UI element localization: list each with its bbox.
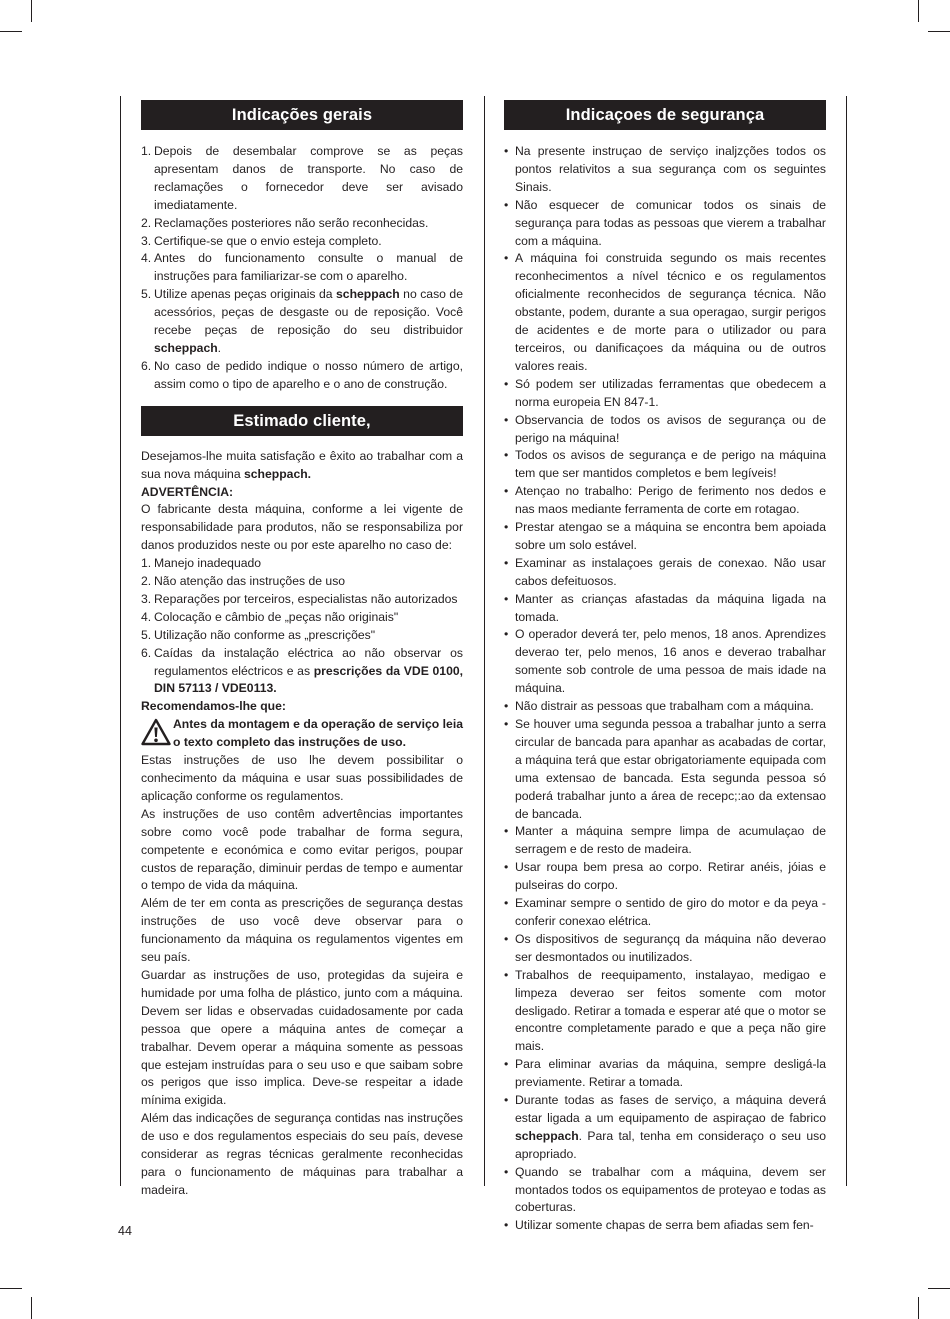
crop-mark [31, 1297, 32, 1319]
list-item: • Observancia de todos os avisos de segurança ou de perigo na máquina! [504, 412, 826, 448]
list-item: 4. Colocação e câmbio de „peças não originais" [141, 609, 399, 624]
crop-mark [918, 1297, 919, 1319]
section-heading-safety: Indicaçoes de segurança [504, 100, 826, 130]
crop-mark [928, 1288, 950, 1289]
page-number: 44 [118, 1224, 132, 1238]
safety-list [504, 143, 826, 1235]
list-item: 6. No caso de pedido indique o nosso número de artigo, assim como o tipo de aparelho e o ano de construção. [141, 358, 463, 391]
list-item: 1. Depois de desembalar comprove se as peças apresentam danos de transporte. No caso de reclamações o fornecedor deve ser avisado imediatamente. [141, 144, 463, 212]
list-item: • Manter a máquina sempre limpa de acumulaçao de serragem e de resto de madeira. [504, 823, 826, 859]
intro-paragraph: Desejamos-lhe muita satisfação e êxito ao trabalhar com a sua nova máquina scheppach. [141, 448, 463, 481]
paragraph: Estas instruções de uso lhe devem possibilitar o conhecimento da máquina e usar suas possibilidades de aplicação conforme os regulamentos. [141, 753, 463, 803]
warning-label: ADVERTÊNCIA: [141, 484, 234, 499]
list-item: • Todos os avisos de segurança e de perigo na máquina tem que ser mantidos completos e bem legíveis! [504, 447, 826, 483]
list-item: • Quando se trabalhar com a máquina, devem ser montados todos os equipamentos de proteyao e todas as coberturas. [504, 1164, 826, 1218]
list-item: • Examinar as instalaçoes gerais de conexao. Não usar cabos defeituosos. [504, 555, 826, 591]
paragraph: Além de ter em conta as prescrições de segurança destas instruções de uso você deve observar para o funcionamento da máquina os regulamentos vigentes em seu país. [141, 896, 463, 965]
recommend-warning: Antes da montagem e da operação de serviço leia o texto completo das instruções de uso. [141, 716, 463, 752]
list-item: • Usar roupa bem presa ao corpo. Retirar anéis, jóias e pulseiras do corpo. [504, 859, 826, 895]
column-rule [120, 96, 121, 1186]
list-item: • Durante todas as fases de serviço, a máquina deverá estar ligada a um equipamento de aspiraçao de fabrico scheppach. Para tal, tenha em consideraço o seu uso apropriado. [504, 1092, 826, 1164]
damage-list [141, 555, 463, 698]
list-item: 2. Reclamações posteriores não serão reconhecidas. [141, 215, 429, 230]
list-item: • Para eliminar avarias da máquina, sempre desligá-la previamente. Retirar a tomada. [504, 1056, 826, 1092]
list-item: • Atençao no trabalho: Perigo de ferimento nos dedos e nas maos mediante ferramenta de corte em rotagao. [504, 483, 826, 519]
list-item: • O operador deverá ter, pelo menos, 18 anos. Aprendizes deverao ter, pelo menos, 16 anos e deverao trabalhar somente sob controle de uma pessoa de mais idade na máquina. [504, 626, 826, 698]
left-column [141, 100, 463, 1200]
list-item: 2. Não atenção das instruções de uso [141, 574, 346, 589]
section-heading-customer: Estimado cliente, [141, 406, 463, 436]
list-item: • A máquina foi construida segundo os mais recentes reconhecimentos a nível técnico e os regulamentos oficialmente reconhecidos de segurança técnica. Não obstante, podem, durante a sua operagao, surgir perigos de acidentes e de morte para o utilizador ou para terceiros, ou danificaçoes da máquina ou de outros valores reais. [504, 250, 826, 375]
list-item: 1. Manejo inadequado [141, 556, 262, 571]
list-item: • Na presente instruçao de serviço inaljzções todos os pontos relativitos a sua segurança com os seguintes Sinais. [504, 143, 826, 197]
crop-mark [0, 31, 22, 32]
warning-triangle-icon [141, 718, 171, 746]
list-item: • Não distrair as pessoas que trabalham com a máquina. [504, 698, 826, 716]
list-item: • Prestar atengao se a máquina se encontra bem apoiada sobre um solo estável. [504, 519, 826, 555]
list-item: • Trabalhos de reequipamento, instalayao, medigao e limpeza deverao ser feitos somente com motor desligado. Retirar a tomada e esperar até que o motor se encontre completamente parado e que a peça não gire mais. [504, 967, 826, 1057]
crop-mark [31, 0, 32, 22]
general-list [141, 143, 463, 394]
list-item: 3. Certifique-se que o envio esteja completo. [141, 233, 382, 248]
list-item: 4. Antes do funcionamento consulte o manual de instruções para familiarizar-se com o aparelho. [141, 251, 463, 284]
list-item: 3. Reparações por terceiros, especialistas não autorizados [141, 591, 458, 606]
recommend-label: Recomendamos-lhe que: [141, 699, 286, 714]
list-item: • Só podem ser utilizadas ferramentas que obedecem a norma europeia EN 847-1. [504, 376, 826, 412]
list-item: • Se houver uma segunda pessoa a trabalhar junto a serra circular de bancada para apanhar as acabadas de cortar, a máquina terá que estar obrigatoriamente equipada com uma extensao de bancada. Esta segunda pessoa só poderá trabalhar junto a área de recepc;:ao da extensao de bancada. [504, 716, 826, 823]
list-item: • Manter as crianças afastadas da máquina ligada na tomada. [504, 591, 826, 627]
list-item: • Os dispositivos de segurançq da máquina não deverao ser desmontados ou inutilizados. [504, 931, 826, 967]
list-item: • Não esquecer de comunicar todos os sinais de segurança para todas as pessoas que vierem a trabalhar com a máquina. [504, 197, 826, 251]
list-item: 5. Utilize apenas peças originais da scheppach no caso de acessórios, peças de desgaste ou de reposição. Você recebe peças de reposição do seu distribuidor scheppach. [141, 287, 463, 355]
column-rule [846, 96, 847, 1186]
list-item: • Utilizar somente chapas de serra bem afiadas sem fen- [504, 1217, 826, 1235]
paragraph: Além das indicações de segurança contidas nas instruções de uso e dos regulamentos especiais do seu país, devese considerar as regras técnicas geralmente reconhecidas para o funcionamento de máquinas para trabalhar a madeira. [141, 1111, 463, 1197]
list-item: 5. Utilização não conforme as „prescrições" [141, 627, 376, 642]
paragraph: As instruções de uso contêm advertências importantes sobre como você pode trabalhar de forma segura, competente e económica e como evitar perigos, poupar custos de reparação, diminuir perdas de tempo e aumentar o tempo de vida da máquina. [141, 806, 463, 893]
warning-paragraph: O fabricante desta máquina, conforme a lei vigente de responsabilidade para produtos, não se responsabiliza por danos produzidos neste ou por este aparelho no caso de: [141, 502, 463, 553]
right-column [504, 100, 826, 1235]
section-heading-general: Indicações gerais [141, 100, 463, 130]
crop-mark [928, 31, 950, 32]
crop-mark [918, 0, 919, 22]
list-item: • Examinar sempre o sentido de giro do motor e da peya - conferir conexao elétrica. [504, 895, 826, 931]
crop-mark [0, 1288, 22, 1289]
paragraph: Guardar as instruções de uso, protegidas da sujeira e humidade por uma folha de plástico, junto com a máquina. Devem ser lidas e observadas cuidadosamente por cada pessoa que opere a máquina antes de começar a trabalhar. Devem operar a máquina somente as pessoas que estejam instruídas para o seu uso e que saibam sobre os perigos que isso implica. Deve-se respeitar a idade mínima exigida. [141, 967, 463, 1108]
list-item: 6. Caídas da instalação eléctrica ao não observar os regulamentos eléctricos e as prescrições da VDE 0100, DIN 57113 / VDE0113. [141, 645, 464, 696]
column-rule [484, 96, 485, 1186]
